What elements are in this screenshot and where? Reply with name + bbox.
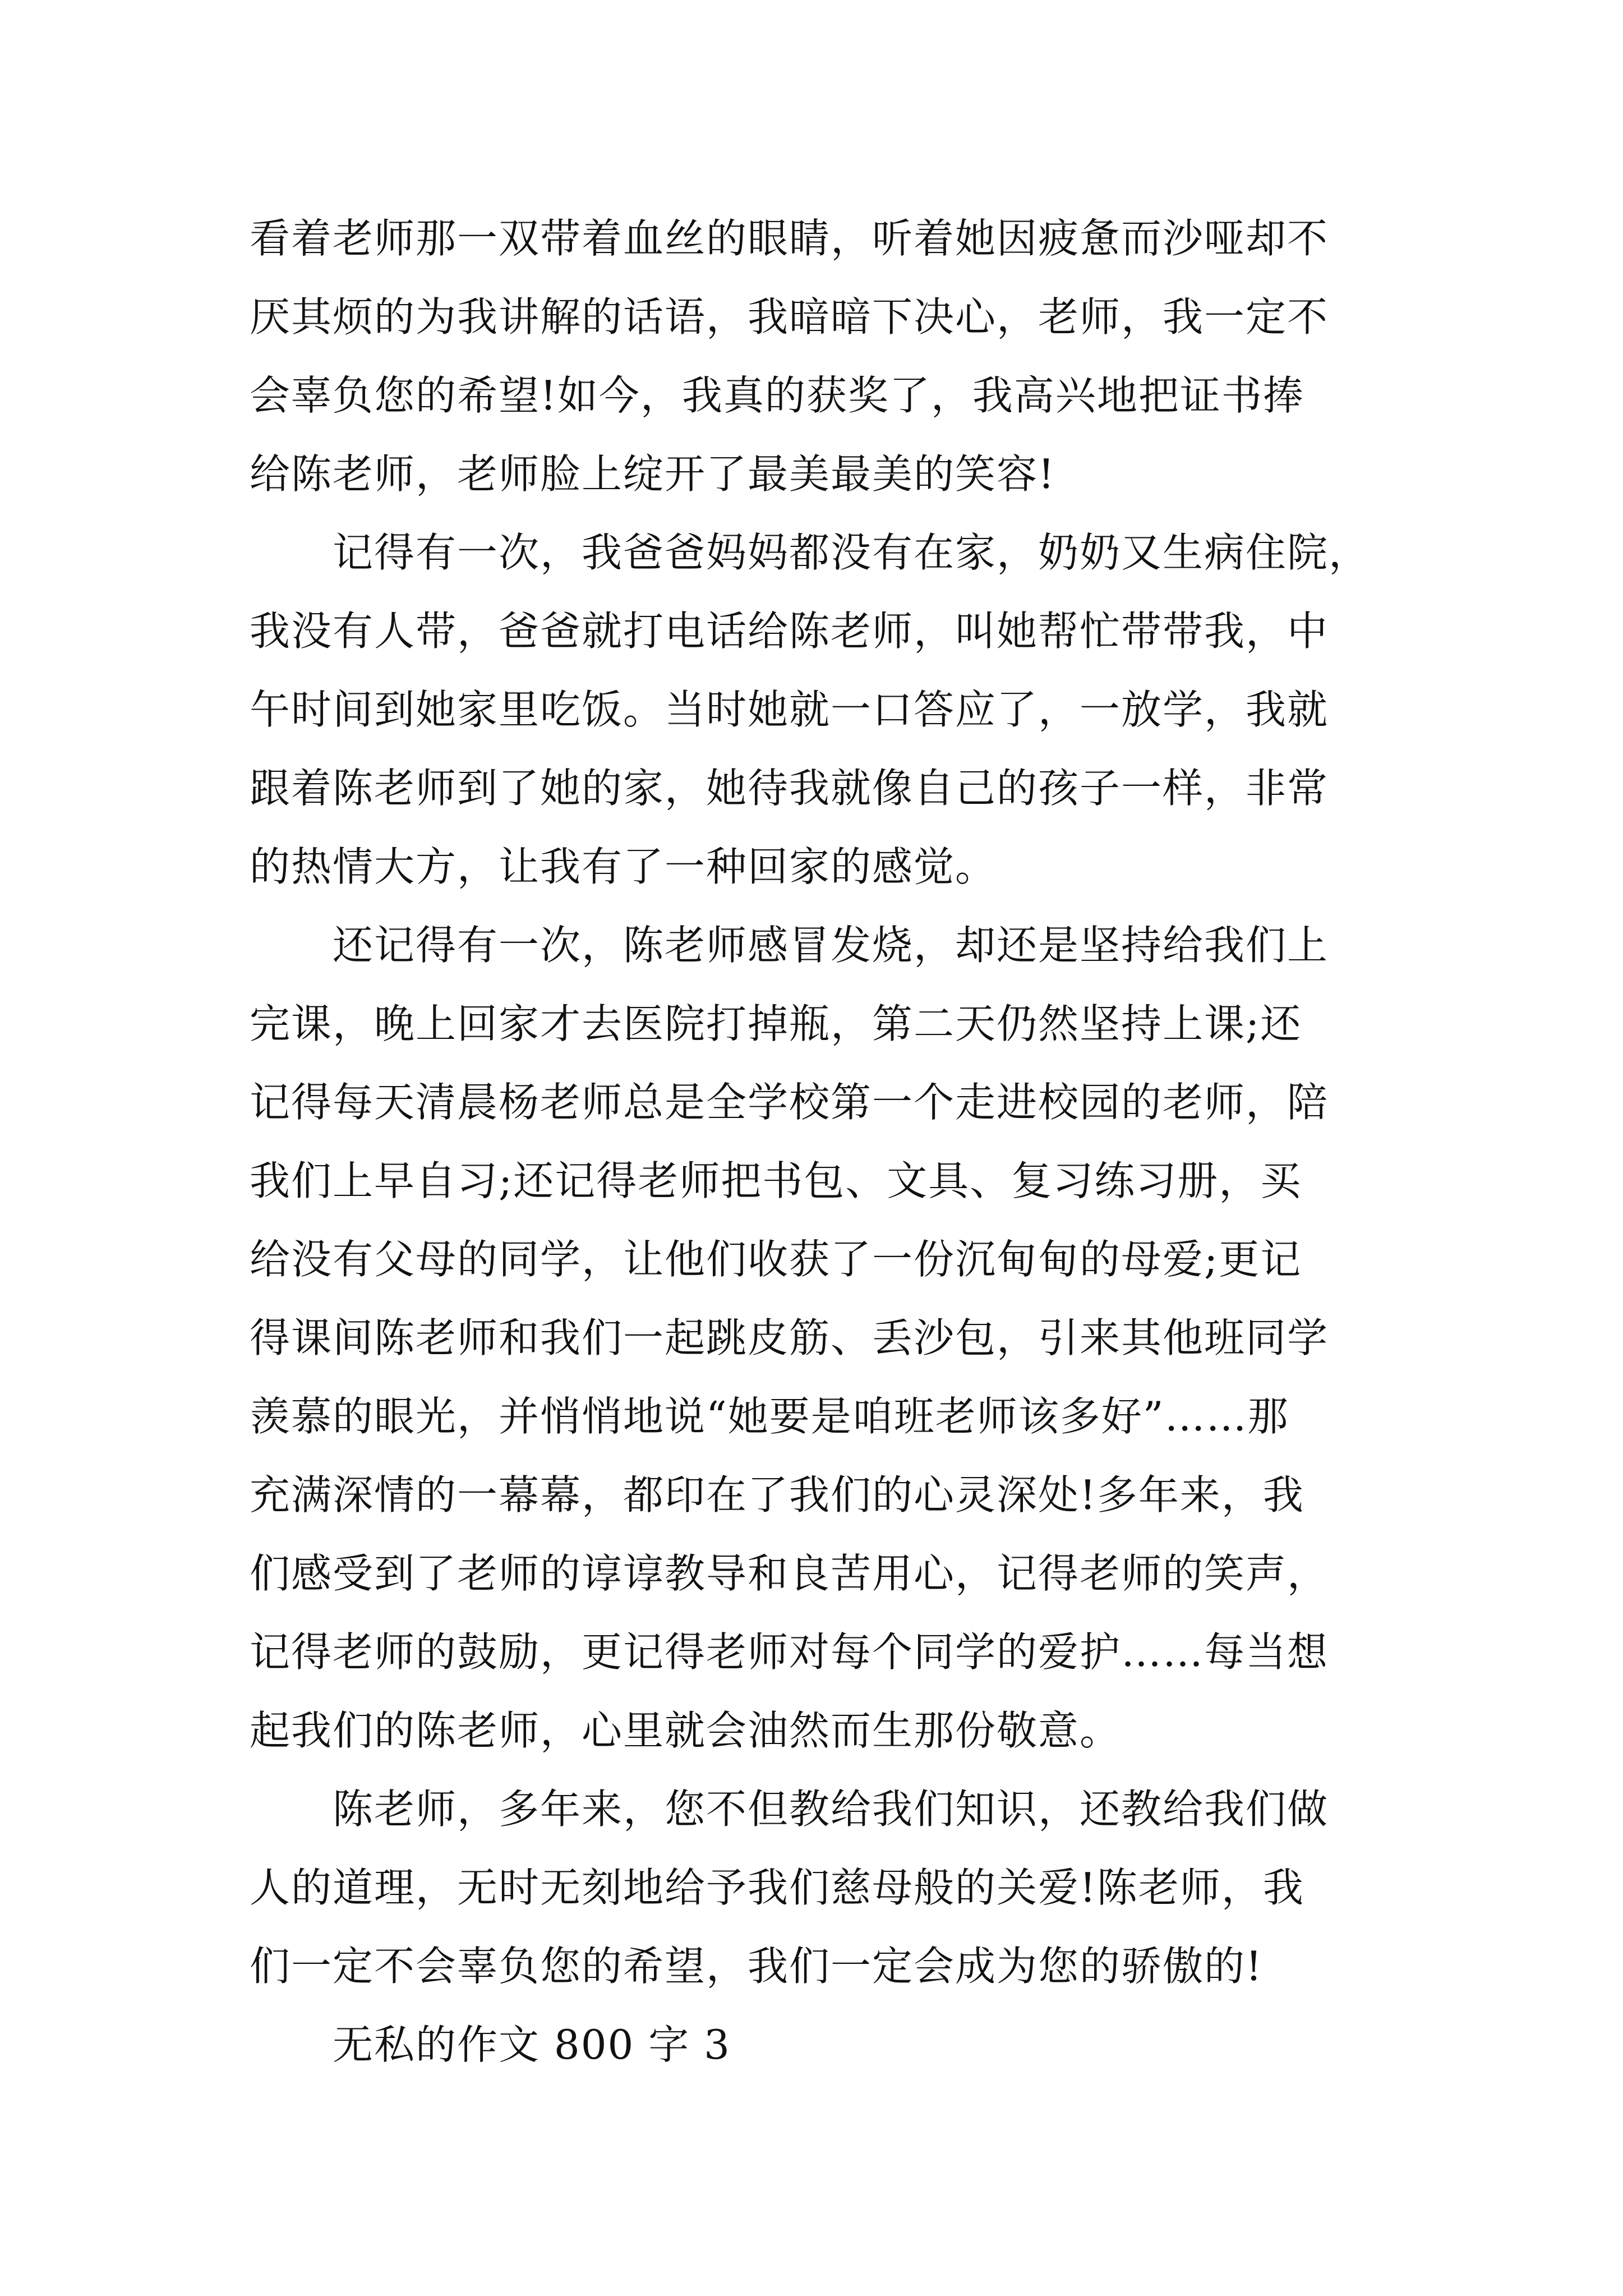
text-line: 得课间陈老师和我们一起跳皮筋、丢沙包，引来其他班同学 xyxy=(250,1314,1329,1361)
text-line: 羡慕的眼光，并悄悄地说“她要是咱班老师该多好”……那 xyxy=(250,1393,1289,1440)
text-line: 还记得有一次，陈老师感冒发烧，却还是坚持给我们上 xyxy=(250,922,1329,969)
section-heading: 无私的作文 800 字 3 xyxy=(250,2021,731,2068)
text-line: 午时间到她家里吃饭。当时她就一口答应了，一放学，我就 xyxy=(250,686,1329,733)
essay-body xyxy=(250,199,1394,2084)
text-line: 跟着陈老师到了她的家，她待我就像自己的孩子一样，非常 xyxy=(250,765,1329,812)
text-line: 起我们的陈老师，心里就会油然而生那份敬意。 xyxy=(250,1707,1122,1754)
text-line: 厌其烦的为我讲解的话语，我暗暗下决心，老师，我一定不 xyxy=(250,293,1329,341)
text-line: 们一定不会辜负您的希望，我们一定会成为您的骄傲的! xyxy=(250,1943,1263,1990)
text-line: 的热情大方，让我有了一种回家的感觉。 xyxy=(250,843,997,890)
text-line: 我们上早自习;还记得老师把书包、文具、复习练习册，买 xyxy=(250,1157,1302,1204)
text-line: 们感受到了老师的谆谆教导和良苦用心，记得老师的笑声， xyxy=(250,1550,1329,1597)
text-line: 看着老师那一双带着血丝的眼睛，听着她因疲惫而沙哑却不 xyxy=(250,215,1329,262)
text-line: 人的道理，无时无刻地给予我们慈母般的关爱!陈老师，我 xyxy=(250,1864,1304,1911)
text-line: 我没有人带，爸爸就打电话给陈老师，叫她帮忙带带我，中 xyxy=(250,608,1329,655)
text-line: 记得老师的鼓励，更记得老师对每个同学的爱护……每当想 xyxy=(250,1628,1329,1676)
text-line: 完课，晚上回家才去医院打掉瓶，第二天仍然坚持上课;还 xyxy=(250,1000,1302,1047)
text-line: 给没有父母的同学，让他们收获了一份沉甸甸的母爱;更记 xyxy=(250,1236,1302,1283)
text-line: 记得每天清晨杨老师总是全学校第一个走进校园的老师，陪 xyxy=(250,1079,1329,1126)
text-line: 会辜负您的希望!如今，我真的获奖了，我高兴地把证书捧 xyxy=(250,372,1304,419)
text-line: 充满深情的一幕幕，都印在了我们的心灵深处!多年来，我 xyxy=(250,1471,1304,1519)
text-line: 陈老师，多年来，您不但教给我们知识，还教给我们做 xyxy=(250,1786,1329,1833)
text-line: 给陈老师，老师脸上绽开了最美最美的笑容! xyxy=(250,450,1055,498)
text-line: 记得有一次，我爸爸妈妈都没有在家，奶奶又生病住院， xyxy=(250,529,1371,576)
